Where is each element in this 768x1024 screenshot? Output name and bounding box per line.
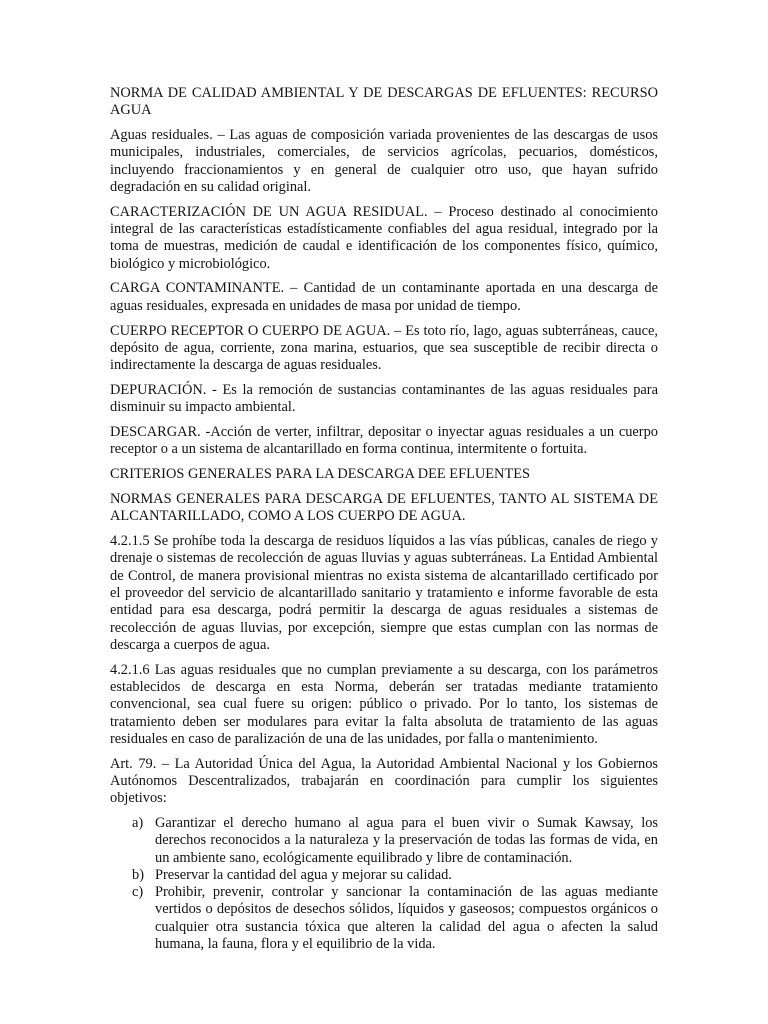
- list-item: [110, 815, 658, 867]
- list-item: [110, 867, 658, 884]
- definition-descargar: DESCARGAR. -Acción de verter, infiltrar, depositar o inyectar aguas residuales a un cuerpo receptor o a un sistema de alcantarillado en forma continua, intermitente o fortuita.: [110, 424, 658, 458]
- list-item-marker: b): [132, 866, 144, 883]
- definition-carga-contaminante: CARGA CONTAMINANTE. – Cantidad de un contaminante aportada en una descarga de aguas residuales, expresada en unidades de masa por unidad de tiempo.: [110, 280, 658, 314]
- list-item-marker: c): [132, 884, 144, 901]
- article-4-2-1-5: 4.2.1.5 Se prohíbe toda la descarga de residuos líquidos a las vías públicas, canales de riego y drenaje o sistemas de recolección de aguas lluvias y aguas subterráneas. La Entidad Ambiental de Control, de manera provisional mientras no exista sistema de alcantarillado certificado por el proveedor del servicio de alcantarillado sanitario y tratamiento e informe favorable de esta entidad para esa descarga, podrá permitir la descarga de aguas residuales a sistemas de recolección de aguas lluvias, por excepción, siempre que estas cumplan con las normas de descarga a cuerpos de agua.: [110, 533, 658, 653]
- article-79: Art. 79. – La Autoridad Única del Agua, la Autoridad Ambiental Nacional y los Gobiernos Autónomos Descentralizados, trabajarán en coordinación para cumplir los siguientes objetivos:: [110, 755, 658, 807]
- list-item-text: Preservar la cantidad del agua y mejorar su calidad.: [155, 866, 452, 883]
- document-title: NORMA DE CALIDAD AMBIENTAL Y DE DESCARGAS DE EFLUENTES: RECURSO AGUA: [110, 85, 658, 119]
- list-item-text: Garantizar el derecho humano al agua para el buen vivir o Sumak Kawsay, los derechos reconocidos a la naturaleza y la preservación de todas las formas de vida, en un ambiente sano, ecológicamente equilibrado y libre de contaminación.: [155, 814, 658, 866]
- definition-aguas-residuales: Aguas residuales. – Las aguas de composición variada provenientes de las descargas de usos municipales, industriales, comerciales, de servicios agrícolas, pecuarios, domésticos, incluyendo fraccionamientos y en general de cualquier otro uso, que hayan sufrido degradación en su calidad original.: [110, 127, 658, 195]
- article-4-2-1-6: 4.2.1.6 Las aguas residuales que no cumplan previamente a su descarga, con los parámetros establecidos de descarga en esta Norma, deberán ser tratadas mediante tratamiento convencional, sea cual fuere su origen: público o privado. Por lo tanto, los sistemas de tratamiento deben ser modulares para evitar la falta absoluta de tratamiento de las aguas residuales en caso de paralización de una de las unidades, por falla o mantenimiento.: [110, 661, 658, 747]
- objectives-list: [110, 815, 658, 953]
- definition-caracterizacion: CARACTERIZACIÓN DE UN AGUA RESIDUAL. – Proceso destinado al conocimiento integral de las características estadísticamente confiables del agua residual, integrado por la toma de muestras, medición de caudal e identificación de los componentes físico, químico, biológico y microbiológico.: [110, 203, 658, 272]
- definition-cuerpo-receptor: CUERPO RECEPTOR O CUERPO DE AGUA. – Es toto río, lago, aguas subterráneas, cauce, depósito de agua, corriente, zona marina, estuarios, que sea susceptible de recibir directa o indirectamente la descarga de aguas residuales.: [110, 322, 658, 374]
- criterios-heading: CRITERIOS GENERALES PARA LA DESCARGA DEE EFLUENTES: [110, 466, 531, 483]
- list-item-marker: a): [132, 814, 144, 831]
- definition-depuracion: DEPURACIÓN. - Es la remoción de sustancias contaminantes de las aguas residuales para disminuir su impacto ambiental.: [110, 381, 658, 416]
- list-item-text: Prohibir, prevenir, controlar y sancionar la contaminación de las aguas mediante vertidos o depósitos de desechos sólidos, líquidos y gaseosos; compuestos orgánicos o cualquier otra sustancia tóxica que alteren la calidad del agua o afecten la salud humana, la fauna, flora y el equilibrio de la vida.: [155, 884, 658, 953]
- normas-heading: NORMAS GENERALES PARA DESCARGA DE EFLUENTES, TANTO AL SISTEMA DE ALCANTARILLADO, COMO A LOS CUERPO DE AGUA.: [110, 490, 658, 525]
- list-item: [110, 884, 658, 953]
